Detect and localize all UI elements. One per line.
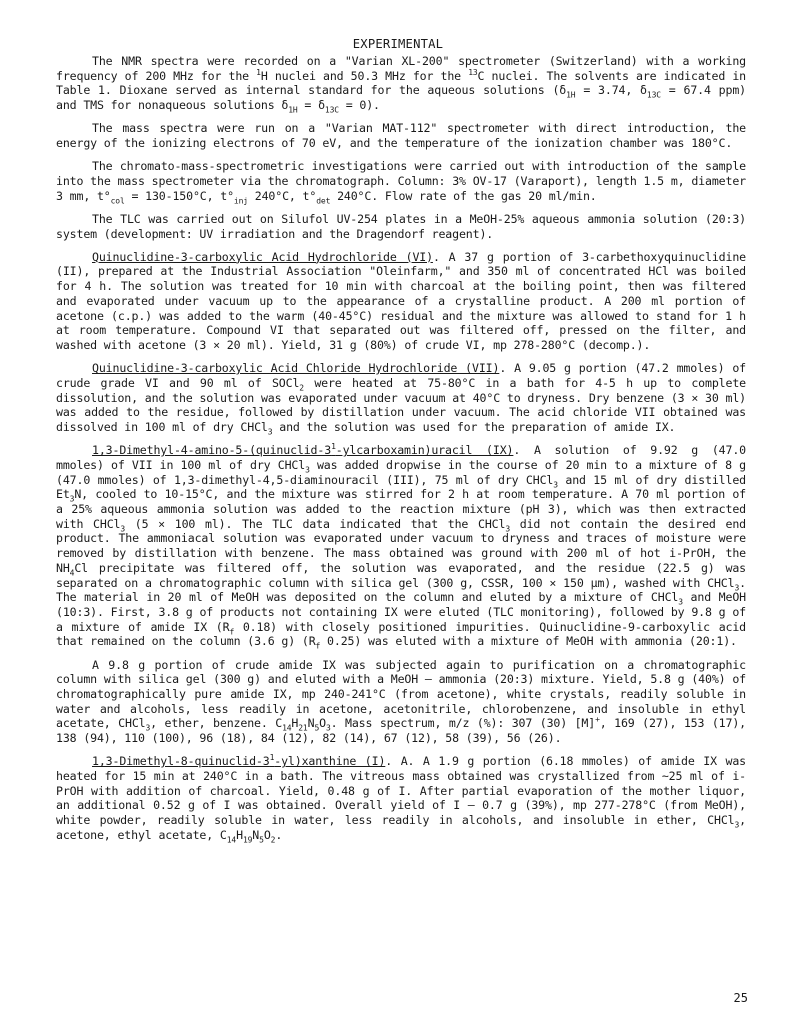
paragraph-amide-ix-purification: A 9.8 g portion of crude amide IX was subjected again to purification on a chromatographic column with silica gel (300 g) and eluted with a MeOH — ammonia (20:3) mixture. Yield, 5.8 g (40%) of chromatographically pure amide IX, mp 240-241°C (from acetone), white crystals, readily soluble in water and alcohols, less readily in acetone, acetonitrile, chlorobenzene, and insoluble in ethyl acetate, CHCl$_3$, ether, benzene. $C_{14}H_{21}N_5O_3$. Mass spectrum, m/z (%): 307 (30) [M]+, 169 (27), 153 (17), 138 (94), 110 (100), 96 (18), 84 (12), 82 (14), 67 (12), 58 (39), 56 (26). — [56, 657, 747, 746]
paragraph-nmr: The NMR spectra were recorded on a "Varian XL-200" spectrometer (Switzerland) with a working frequency of 200 MHz for the $^1$H nuclei and 50.3 MHz for the $^{13}$C nuclei. The solvents are indicated in Table 1. Dioxane served as internal standard for the aqueous solutions ($\delta_{1H} = 3.74$, $\delta_{13C} = 67.4$ ppm) and TMS for nonaqueous solutions $\delta_{1H} = \delta_{13C} = 0$). — [56, 54, 747, 115]
section-heading: EXPERIMENTAL — [352, 37, 444, 51]
paragraph-compound-vi: Quinuclidine-3-carboxylic Acid Hydrochloride (VI). A 37 g portion of 3-carbethoxyquinuclidine (II), prepared at the Industrial Association "Oleinfarm," and 350 ml of concentrated HCl was boiled for 4 h. The solution was treated for 10 min with charcoal at the boiling point, then was filtered and evaporated under vacuum up to the appearance of a crystalline product. A 200 ml portion of acetone (c.p.) was added to the warm (40-45°C) residual and the mixture was allowed to stand for 1 h at room temperature. Compound VI that separated out was filtered off, pressed on the filter, and washed with acetone (3 × 20 ml). Yield, 31 g (80%) of crude VI, mp 278-280°C (decomp.). — [56, 249, 746, 352]
paragraph-compound-ix: $1,3-Dimethyl-4-amino-5-(quinuclid-3^1-ylcarboxamin)uracil$ (IX). A solution of 9.92 g (47.0 mmoles) of VII in 100 ml of dry CHCl$_3$ was added dropwise in the course of 20 min to a mixture of 8 g (47.0 mmoles) of 1,3-dimethyl-4,5-diaminouracil (III), 75 ml of dry CHCl$_3$ and 15 ml of dry distilled $Et_3N$, cooled to 10-15°C, and the mixture was stirred for 2 h at room temperature. A 70 ml portion of a 25% aqueous ammonia solution was added to the reaction mixture (pH 3), which was then extracted with CHCl$_3$ (5 × 100 ml). The TLC data indicated that the CHCl$_3$ did not contain the desired end product. The ammoniacal solution was evaporated under vacuum to dryness and traces of moisture were removed by distillation with benzene. The mass obtained was ground with 200 ml of hot i-PrOH, the $NH_4Cl$ precipitate was filtered off, the solution was evaporated, and the residue (22.5 g) was separated on a chromatographic column with silica gel (300 g, CSSR, 100 × 150 μm), washed with CHCl$_3$. The material in 20 ml of MeOH was deposited on the column and eluted by a mixture of CHCl$_3$ and MeOH (10:3). First, 3.8 g of products not containing IX were eluted (TLC monitoring), followed by 9.8 g of a mixture of amide IX ($R_f$ 0.18) with closely positioned impurities. Quinuclidine-9-carboxylic acid that remained on the column (3.6 g) ($R_f$ 0.25) was eluted with a mixture of MeOH with ammonia (20:1). — [56, 442, 747, 651]
paragraph-tlc: The TLC was carried out on Silufol UV-254 plates in a MeOH-25% aqueous ammonia solution (20:3) system (development: UV irradiation and the Dragendorf reagent). — [56, 211, 746, 241]
page-number: 25 — [733, 991, 748, 1005]
paragraph-chromato-mass: The chromato-mass-spectrometric investigations were carried out with introduction of the sample into the mass spectrometer via the chromatograph. Column: 3% OV-17 (Varaport), length 1.5 m, diameter 3 mm, $t^\circ_{col} = 130-150^\circ C$, $t^\circ_{inj}$ 240°C, $t^\circ_{det}$ 240°C. Flow rate of the gas 20 ml/min. — [56, 159, 746, 205]
xanthine-i-title: $1,3-Dimethyl-8-quinuclid-3^1-yl)xanthine$ (I) — [92, 753, 386, 769]
compound-ix-title: $1,3-Dimethyl-4-amino-5-(quinuclid-3^1-ylcarboxamin)uracil$ (IX) — [92, 442, 514, 458]
paragraph-mass-spectra: The mass spectra were run on a "Varian MAT-112" spectrometer with direct introduction, the energy of the ionizing electrons of 70 eV, and the temperature of the ionization chamber was 180°C. — [56, 121, 746, 151]
paragraph-compound-vii: Quinuclidine-3-carboxylic Acid Chloride Hydrochloride (VII). A 9.05 g portion (47.2 mmoles) of crude grade VI and 90 ml of SOCl$_2$ were heated at 75-80°C in a bath for 4-5 h up to complete dissolution, and the solution was evaporated under vacuum at 40°C to dryness. Dry benzene (3 × 30 ml) was added to the residue, followed by distillation under vacuum. The acid chloride VII obtained was dissolved in 100 ml of dry CHCl$_3$ and the solution was used for the preparation of amide IX. — [56, 361, 746, 437]
compound-vi-title: Quinuclidine-3-carboxylic Acid Hydrochloride (VI) — [92, 249, 433, 264]
paragraph-xanthine-i: $1,3-Dimethyl-8-quinuclid-3^1-yl)xanthine$ (I). A. A 1.9 g portion (6.18 mmoles) of amide IX was heated for 15 min at 240°C in a bath. The vitreous mass obtained was crystallized from ~25 ml of i-PrOH with addition of charcoal. Yield, 0.48 g of I. After partial evaporation of the mother liquor, an additional 0.52 g of I was obtained. Overall yield of I — 0.7 g (39%), mp 277-278°C (from MeOH), white powder, readily soluble in water, less readily in alcohols, and insoluble in ether, CHCl$_3$, acetone, ethyl acetate, $C_{14}H_{19}N_5O_2$. — [56, 753, 746, 845]
compound-vii-title: Quinuclidine-3-carboxylic Acid Chloride Hydrochloride (VII) — [92, 361, 500, 376]
body-text — [56, 54, 746, 851]
